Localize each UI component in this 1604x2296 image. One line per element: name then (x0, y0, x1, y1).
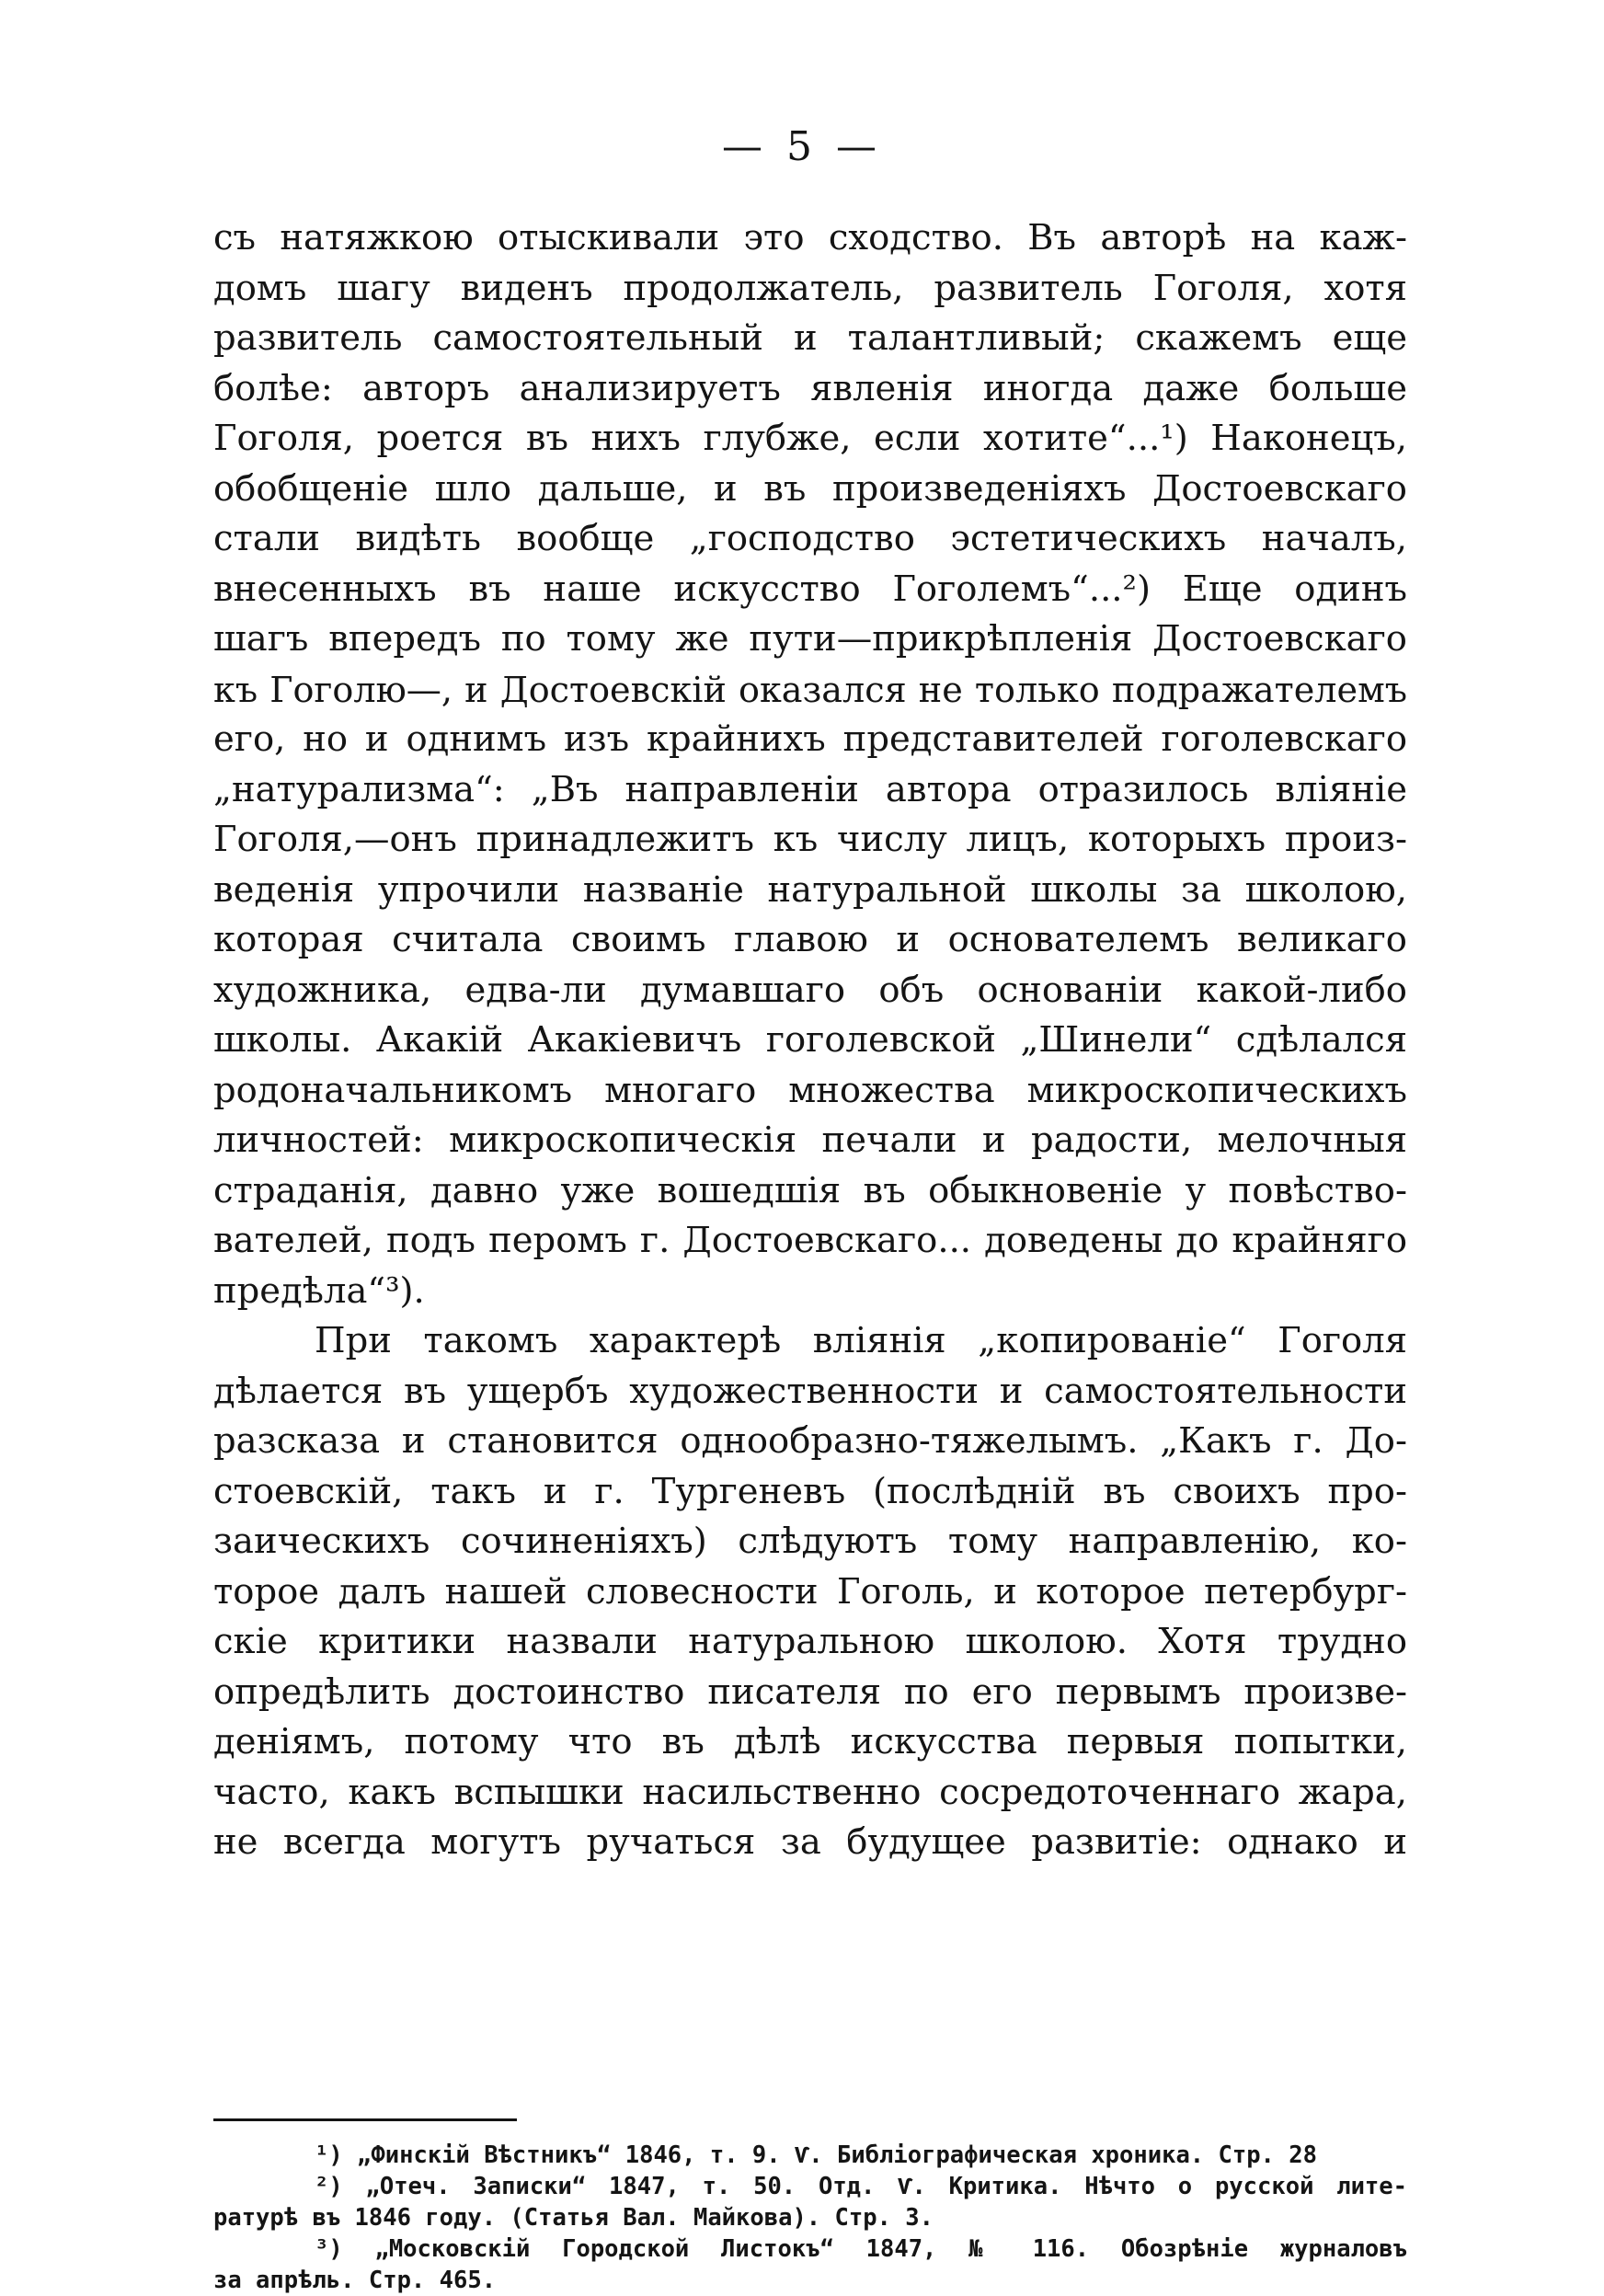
text-line: не всегда могутъ ручаться за будущее развитіе: однако и (213, 1821, 1407, 1863)
text-line: заическихъ сочиненіяхъ) слѣдуютъ тому направленію, ко- (213, 1521, 1407, 1562)
text-line: дѣлается въ ущербъ художественности и самостоятельности (213, 1370, 1407, 1412)
footnote (213, 2140, 1407, 2171)
text-line: школы. Акакій Акакіевичъ гоголевской „Шинели“ сдѣлался (213, 1019, 1407, 1061)
text-line: болѣе: авторъ анализируетъ явленія иногда даже больше (213, 367, 1407, 409)
footnote-line: за апрѣль. Стр. 465. (213, 2267, 497, 2294)
text-line: Гоголя, роется въ нихъ глубже, если хотите“...¹) Наконецъ, (213, 418, 1407, 459)
text-line: обобщеніе шло дальше, и въ произведеніяхъ Достоевскаго (213, 467, 1407, 510)
text-line: родоначальникомъ многаго множества микроскопическихъ (213, 1069, 1407, 1111)
footnote (213, 2233, 1407, 2296)
footnote-line: ³) „Московскій Городской Листокъ“ 1847, № 116. Обозрѣніе журналовъ (315, 2235, 1407, 2263)
text-line: торое далъ нашей словесности Гоголь, и которое петербург- (213, 1570, 1407, 1613)
text-line: стали видѣть вообще „господство эстетическихъ началъ, (213, 518, 1407, 559)
text-line: личностей: микроскопическія печали и радости, мелочныя (213, 1119, 1407, 1161)
main-text (213, 213, 1407, 1868)
text-line: веденія упрочили названіе натуральной школы за школою, (213, 868, 1407, 911)
text-line: къ Гоголю—, и Достоевскій оказался не только подражателемъ (213, 669, 1407, 710)
footnote-line: ратурѣ въ 1846 году. (Статья Вал. Майкова). Стр. 3. (213, 2204, 934, 2232)
paragraph (213, 1316, 1407, 1868)
text-line: художника, едва-ли думавшаго объ основаніи какой-либо (213, 969, 1407, 1011)
text-line: вателей, подъ перомъ г. Достоевскаго... доведены до крайняго (213, 1220, 1407, 1261)
text-line: домъ шагу виденъ продолжатель, развитель Гоголя, хотя (213, 267, 1407, 309)
text-line: стоевскій, такъ и г. Тургеневъ (послѣдній въ своихъ про- (213, 1470, 1407, 1512)
text-line: скіе критики назвали натуральною школою. Хотя трудно (213, 1621, 1407, 1662)
paragraph (213, 213, 1407, 1316)
text-line: внесенныхъ въ наше искусство Гоголемъ“...²) Еще одинъ (213, 568, 1407, 610)
footnote-line: ¹) „Финскій Вѣстникъ“ 1846, т. 9. Ѵ. Библіографическая хроника. Стр. 28 (315, 2141, 1317, 2169)
text-line: „натурализма“: „Въ направленіи автора отразилось вліяніе (213, 768, 1407, 810)
page-number: — 5 — (722, 123, 882, 170)
text-line: шагъ впередъ по тому же пути—прикрѣпленія Достоевскаго (213, 618, 1407, 660)
footnote (213, 2171, 1407, 2233)
text-line: опредѣлить достоинство писателя по его первымъ произве- (213, 1670, 1407, 1713)
text-line: разсказа и становится однообразно-тяжелымъ. „Какъ г. До- (213, 1420, 1407, 1462)
text-line: Гоголя,—онъ принадлежитъ къ числу лицъ, которыхъ произ- (213, 819, 1407, 860)
text-line: развитель самостоятельный и талантливый; скажемъ еще (213, 317, 1407, 359)
text-line: которая считала своимъ главою и основателемъ великаго (213, 919, 1407, 960)
footnote-line: ²) „Отеч. Записки“ 1847, т. 50. Отд. Ѵ. Критика. Нѣчто о русской лите- (315, 2173, 1407, 2200)
text-line: съ натяжкою отыскивали это сходство. Въ авторѣ на каж- (213, 217, 1407, 258)
text-line: предѣла“³). (213, 1269, 425, 1312)
footnotes (213, 2140, 1407, 2296)
text-line: При такомъ характерѣ вліянія „копированіе“ Гоголя (315, 1320, 1407, 1361)
footnote-divider (213, 2118, 517, 2121)
text-line: деніямъ, потому что въ дѣлѣ искусства первыя попытки, (213, 1721, 1407, 1762)
text-line: его, но и однимъ изъ крайнихъ представителей гоголевскаго (213, 718, 1407, 760)
text-line: часто, какъ вспышки насильственно сосредоточеннаго жара, (213, 1771, 1407, 1813)
text-line: страданія, давно уже вошедшія въ обыкновеніе у повѣство- (213, 1169, 1407, 1211)
